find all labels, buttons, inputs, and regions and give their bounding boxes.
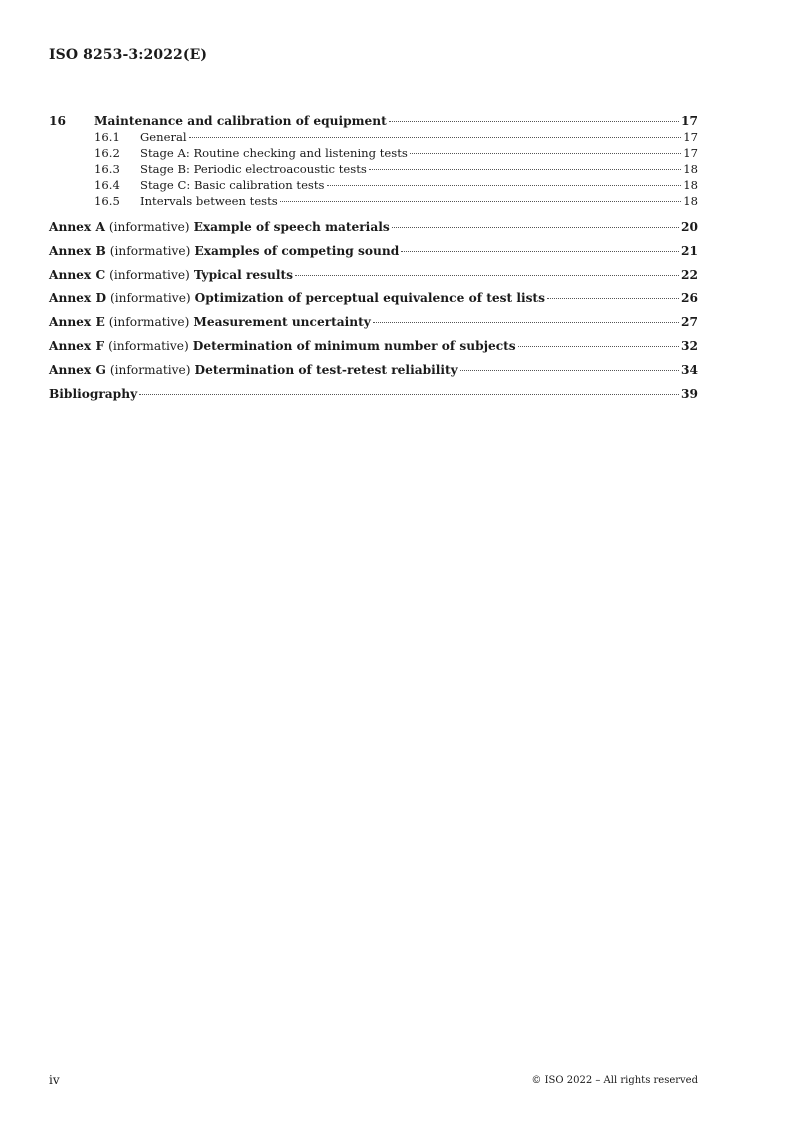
toc-page-number: 34 [681, 362, 698, 377]
toc-page-number: 22 [681, 267, 698, 282]
annex-label: Annex F [49, 338, 105, 353]
toc-annex-b[interactable] [49, 240, 698, 264]
toc-annex-d[interactable] [49, 287, 698, 311]
annex-status: (informative) [109, 243, 191, 258]
leader-dots [460, 370, 679, 371]
footer-page-number: iv [49, 1073, 60, 1087]
toc-annex-f[interactable] [49, 335, 698, 359]
leader-dots [189, 137, 682, 138]
table-of-contents [49, 113, 698, 406]
toc-subclause-number: 16.5 [94, 194, 120, 208]
annex-title: Measurement uncertainty [193, 315, 371, 330]
toc-subclause-16-5[interactable] [49, 193, 698, 209]
toc-page-number: 18 [683, 194, 698, 208]
bibliography-title: Bibliography [49, 386, 138, 401]
annex-status: (informative) [109, 362, 191, 377]
toc-annex-g[interactable] [49, 359, 698, 383]
toc-subclause-number: 16.4 [94, 178, 120, 192]
leader-dots [327, 185, 682, 186]
annex-label: Annex A [49, 220, 105, 234]
leader-dots [373, 322, 679, 323]
toc-subclause-16-1[interactable] [49, 129, 698, 145]
annex-label: Annex E [49, 315, 105, 330]
annex-label: Annex C [49, 267, 106, 282]
toc-subclause-16-2[interactable] [49, 145, 698, 161]
leader-dots [280, 201, 682, 202]
leader-dots [547, 298, 679, 299]
annex-label: Annex D [49, 291, 107, 306]
toc-bibliography[interactable] [49, 383, 698, 407]
toc-subclause-number: 16.3 [94, 162, 120, 176]
toc-subclause-title: Stage A: Routine checking and listening tests [140, 146, 408, 160]
document-id: ISO 8253-3:2022(E) [49, 47, 208, 63]
toc-subclause-16-4[interactable] [49, 177, 698, 193]
leader-dots [401, 251, 679, 252]
toc-page-number: 18 [683, 162, 698, 176]
toc-subclause-16-3[interactable] [49, 161, 698, 177]
annex-title: Determination of test-retest reliability [194, 362, 458, 377]
leader-dots [410, 153, 681, 154]
toc-subclause-number: 16.2 [94, 146, 120, 160]
toc-page-number: 26 [681, 291, 698, 306]
annex-label: Annex G [49, 362, 106, 377]
toc-page-number: 27 [681, 315, 698, 330]
leader-dots [369, 169, 681, 170]
toc-page-number: 21 [681, 243, 698, 258]
toc-subclause-title: General [140, 130, 187, 144]
toc-subclause-title: Intervals between tests [140, 194, 278, 208]
toc-page-number: 20 [681, 220, 698, 234]
annex-title: Typical results [193, 267, 293, 282]
toc-annex-c[interactable] [49, 264, 698, 288]
annex-status: (informative) [109, 267, 190, 282]
footer-copyright: © ISO 2022 – All rights reserved [531, 1075, 698, 1086]
toc-page-number: 39 [681, 386, 698, 401]
annex-status: (informative) [110, 291, 191, 306]
toc-subclause-title: Stage B: Periodic electroacoustic tests [140, 162, 367, 176]
annex-title: Optimization of perceptual equivalence of test lists [194, 291, 545, 306]
annex-title: Determination of minimum number of subjects [192, 338, 516, 353]
toc-annex-e[interactable] [49, 311, 698, 335]
annex-title: Examples of competing sound [194, 243, 400, 258]
leader-dots [139, 394, 679, 395]
toc-page-number: 17 [683, 146, 698, 160]
toc-page-number: 32 [681, 338, 698, 353]
toc-clause-title: Maintenance and calibration of equipment [94, 114, 387, 128]
annex-label: Annex B [49, 243, 106, 258]
annex-title: Example of speech materials [193, 220, 390, 234]
toc-annex-a[interactable] [49, 216, 698, 240]
toc-page-number: 18 [683, 178, 698, 192]
toc-subclause-title: Stage C: Basic calibration tests [140, 178, 325, 192]
annex-status: (informative) [108, 315, 190, 330]
leader-dots [392, 227, 679, 228]
annex-status: (informative) [108, 220, 190, 234]
leader-dots [389, 121, 679, 122]
leader-dots [295, 275, 679, 276]
toc-page-number: 17 [681, 114, 698, 128]
toc-subclause-number: 16.1 [94, 130, 120, 144]
toc-page-number: 17 [683, 130, 698, 144]
leader-dots [518, 346, 679, 347]
toc-clause-number: 16 [49, 114, 66, 128]
toc-clause-16[interactable] [49, 113, 698, 129]
annex-status: (informative) [108, 338, 189, 353]
